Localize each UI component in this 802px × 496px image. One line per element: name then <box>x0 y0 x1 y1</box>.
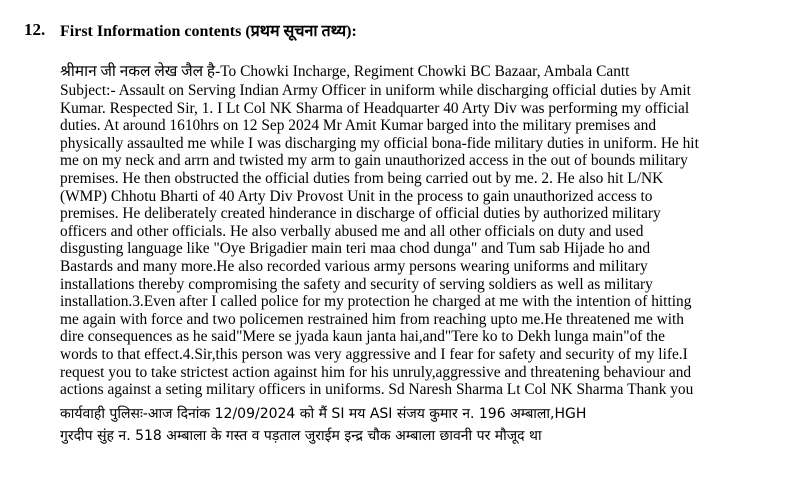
section-heading: First Information contents (प्रथम सूचना तथ्य): <box>60 23 357 40</box>
text-line: me again with force and two policemen restrained him from reaching upto me.He threatened me with <box>60 310 684 328</box>
text-line: installations thereby compromising the safety and security of serving soldiers as well as military <box>60 275 653 293</box>
text-line: duties. At around 1610hrs on 12 Sep 2024 Mr Amit Kumar barged into the military premises and <box>60 117 657 135</box>
text-line: request you to take strictest action against him for his unruly,aggressive and threatening behaviour and <box>60 363 692 381</box>
text-line: dire consequences as he said"Mere se jyada kaun janta hai,and"Tere ko to Dekh lunga main"of the <box>60 328 665 346</box>
text-line: disgusting language like "Oye Brigadier main teri maa chod dunga" and Tum sab Hijade ho and <box>60 240 651 258</box>
section-number: 12. <box>24 20 46 39</box>
text-line: (WMP) Chhotu Bharti of 40 Arty Div Provost Unit in the process to gain unauthorized access to <box>60 187 653 205</box>
hindi-text-line: गुरदीप सुंह न. 518 अम्बाला के गस्त व पड़ताल जुराईम इन्द्र चौक अम्बाला छावनी पर मौजूद था <box>60 427 542 444</box>
text-line: premises. He then obstructed the official duties from being carried out by me. 2. He also hit L/NK <box>60 169 664 187</box>
text-line: words to that effect.4.Sir,this person was very aggressive and I fear for safety and security of my life.I <box>60 345 688 363</box>
text-line: officers and other officials. He also verbally abused me and all other officials on duty and used <box>60 222 644 240</box>
text-line: me on my neck and arrn and twisted my arm to gain unauthorized access in the out of bounds military <box>60 152 688 170</box>
first-information-body <box>60 62 750 447</box>
text-line: physically assaulted me while I was discharging my official bona-fide military duties in uniform. He hit <box>60 134 699 152</box>
text-line: Kumar. Respected Sir, 1. I Lt Col NK Sharma of Headquarter 40 Arty Div was performing my official <box>60 99 690 117</box>
text-line: Bastards and many more.He also recorded various army persons wearing uniforms and military <box>60 257 648 275</box>
text-line: Subject:- Assault on Serving Indian Army Officer in uniform while discharging official duties by Amit <box>60 82 691 99</box>
text-line: actions against a seting military officers in uniforms. Sd Naresh Sharma Lt Col NK Sharma Thank you <box>60 381 694 399</box>
text-line: premises. He deliberately created hinderance in discharge of official duties by authorized military <box>60 205 661 223</box>
text-line: श्रीमान जी नकल लेख जैल है-To Chowki Incharge, Regiment Chowki BC Bazaar, Ambala Cantt <box>60 63 630 80</box>
hindi-text-line: कार्यवाही पुलिसः-आज दिनांक 12/09/2024 को मैं SI मय ASI संजय कुमार न. 196 अम्बाला,HGH <box>60 405 587 422</box>
text-line: installation.3.Even after I called police for my protection he charged at me with the intention of hitting <box>60 293 692 311</box>
